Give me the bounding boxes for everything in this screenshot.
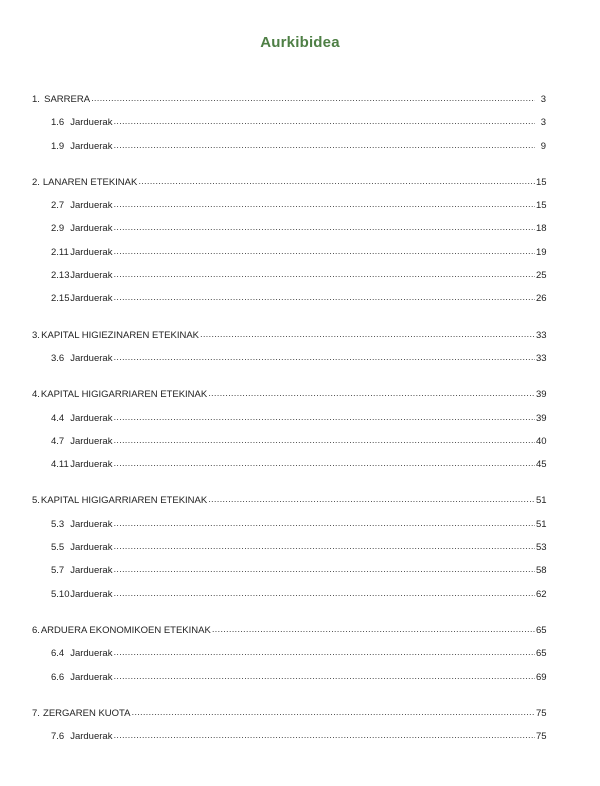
toc-entry-label: KAPITAL HIGIGARRIAREN ETEKINAK <box>40 389 208 401</box>
toc-entry-number: 2.7 <box>51 200 65 212</box>
toc-page-number: 18 <box>536 223 547 235</box>
toc-entry-label: Jarduerak <box>70 588 113 600</box>
toc-section-entry[interactable] <box>32 241 546 264</box>
toc-dot-leader <box>200 323 535 346</box>
page-title: Aurkibidea <box>260 34 340 51</box>
toc-entry-number: 1. <box>32 94 40 105</box>
toc-dot-leader <box>113 110 535 133</box>
toc-entry-number: 2.13 <box>51 270 70 282</box>
toc-page-number: 53 <box>536 542 547 554</box>
toc-dot-leader <box>113 346 535 369</box>
toc-page-number: 45 <box>536 459 547 471</box>
toc-page-number: 65 <box>536 648 547 660</box>
toc-entry-label: Jarduerak <box>70 731 113 743</box>
toc-section-entry[interactable] <box>32 513 546 536</box>
toc-dot-leader <box>113 429 535 452</box>
toc-entry-number: 4. <box>32 389 40 401</box>
toc-entry-number: 1.6 <box>51 117 65 129</box>
toc-page-number: 65 <box>536 624 547 636</box>
toc-dot-leader <box>113 263 535 286</box>
toc-page-number: 33 <box>536 352 547 364</box>
toc-entry-label: Jarduerak <box>70 648 113 660</box>
toc-entry-label: Jarduerak <box>70 140 113 152</box>
toc-section-entry[interactable] <box>32 135 546 158</box>
toc-section-entry[interactable] <box>32 217 546 240</box>
toc-entry-label: SARRERA <box>44 94 91 105</box>
toc-page-number: 69 <box>536 671 547 683</box>
toc-dot-leader <box>113 193 535 216</box>
toc-entry-number: 5.7 <box>51 565 65 577</box>
toc-dot-leader <box>113 665 535 688</box>
toc-dot-leader <box>113 240 535 263</box>
toc-dot-leader <box>113 216 535 239</box>
toc-entry-number: 5. <box>32 495 40 507</box>
toc-entry-number: 5.10 <box>51 588 70 600</box>
toc-dot-leader <box>91 87 535 110</box>
toc-page-number: 33 <box>536 329 547 341</box>
toc-dot-leader <box>113 641 535 664</box>
toc-section-entry[interactable] <box>32 642 546 665</box>
toc-chapter-entry[interactable] <box>32 171 546 194</box>
toc-entry-number: 6.4 <box>51 648 65 660</box>
toc-page-number: 15 <box>536 200 547 212</box>
toc-page-number: 40 <box>536 435 547 447</box>
toc-entry-number: 6. <box>32 624 40 636</box>
toc-dot-leader <box>113 724 535 747</box>
toc-entry-number: 3.6 <box>51 352 65 364</box>
toc-entry-number: 1.9 <box>51 140 65 152</box>
toc-page-number: 39 <box>536 389 547 401</box>
toc-chapter-entry[interactable] <box>32 88 546 111</box>
toc-entry-label: Jarduerak <box>70 117 113 129</box>
toc-page-number: 25 <box>536 270 547 282</box>
toc-entry-number: 5.5 <box>51 542 65 554</box>
toc-section-entry[interactable] <box>32 583 546 606</box>
toc-entry-number: 3. <box>32 329 40 341</box>
toc-entry-label: Jarduerak <box>70 352 113 364</box>
toc-entry-number: 2.9 <box>51 223 65 235</box>
toc-chapter-entry[interactable] <box>32 383 546 406</box>
toc-section-entry[interactable] <box>32 536 546 559</box>
toc-section-entry[interactable] <box>32 347 546 370</box>
toc-section-entry[interactable] <box>32 194 546 217</box>
toc-page-number: 3 <box>540 117 546 129</box>
toc-entry-number: 6.6 <box>51 671 65 683</box>
toc-page-number: 51 <box>536 495 547 507</box>
toc-entry-label: LANAREN ETEKINAK <box>42 176 138 188</box>
toc-page-number: 39 <box>536 412 547 424</box>
toc-entry-number: 5.3 <box>51 518 65 530</box>
toc-entry-label: Jarduerak <box>70 270 113 282</box>
toc-entry-label: Jarduerak <box>70 671 113 683</box>
toc-chapter-entry[interactable] <box>32 489 546 512</box>
toc-dot-leader <box>113 512 535 535</box>
toc-entry-number: 4.7 <box>51 435 65 447</box>
toc-dot-leader <box>113 286 535 309</box>
toc-section-entry[interactable] <box>32 725 546 748</box>
toc-page-number: 19 <box>536 246 547 258</box>
toc-chapter-entry[interactable] <box>32 324 546 347</box>
toc-page-number: 51 <box>536 518 547 530</box>
toc-page-number: 58 <box>536 565 547 577</box>
toc-section-entry[interactable] <box>32 559 546 582</box>
toc-section-entry[interactable] <box>32 453 546 476</box>
toc-entry-number: 2. <box>32 176 40 188</box>
toc-dot-leader <box>208 382 535 405</box>
toc-page-number: 15 <box>536 176 547 188</box>
table-of-contents <box>32 88 546 748</box>
toc-section-entry[interactable] <box>32 287 546 310</box>
toc-entry-label: KAPITAL HIGIEZINAREN ETEKINAK <box>41 329 199 341</box>
toc-section-entry[interactable] <box>32 430 546 453</box>
toc-section-entry[interactable] <box>32 407 546 430</box>
toc-dot-leader <box>113 406 535 429</box>
toc-entry-label: Jarduerak <box>70 459 113 471</box>
toc-page-number: 75 <box>536 731 547 743</box>
toc-dot-leader <box>131 701 535 724</box>
toc-dot-leader <box>113 134 535 157</box>
toc-entry-label: ARDUERA EKONOMIKOEN ETEKINAK <box>40 624 211 636</box>
toc-entry-label: Jarduerak <box>70 518 113 530</box>
toc-entry-label: Jarduerak <box>70 200 113 212</box>
toc-entry-number: 4.4 <box>51 412 65 424</box>
toc-dot-leader <box>113 558 535 581</box>
toc-entry-number: 2.15 <box>51 293 70 305</box>
toc-section-entry[interactable] <box>32 264 546 287</box>
toc-entry-label: KAPITAL HIGIGARRIAREN ETEKINAK <box>40 495 208 507</box>
toc-chapter-entry[interactable] <box>32 619 546 642</box>
toc-dot-leader <box>208 488 535 511</box>
toc-page-number: 9 <box>540 140 546 152</box>
toc-page-number: 75 <box>536 707 547 719</box>
toc-entry-label: Jarduerak <box>70 565 113 577</box>
toc-page-number: 26 <box>536 293 547 305</box>
toc-entry-label: Jarduerak <box>70 246 113 258</box>
toc-entry-label: ZERGAREN KUOTA <box>43 707 131 719</box>
toc-dot-leader <box>212 618 535 641</box>
toc-page-number: 3 <box>540 94 546 105</box>
toc-entry-number: 7. <box>32 707 40 719</box>
toc-entry-label: Jarduerak <box>70 223 113 235</box>
toc-dot-leader <box>138 170 535 193</box>
toc-dot-leader <box>113 582 535 605</box>
toc-section-entry[interactable] <box>32 111 546 134</box>
toc-entry-number: 2.11 <box>51 246 69 258</box>
toc-dot-leader <box>113 452 535 475</box>
toc-page-number: 62 <box>536 588 547 600</box>
toc-entry-label: Jarduerak <box>70 293 113 305</box>
toc-chapter-entry[interactable] <box>32 702 546 725</box>
toc-section-entry[interactable] <box>32 666 546 689</box>
toc-entry-number: 4.11 <box>51 459 69 471</box>
toc-entry-number: 7.6 <box>51 731 65 743</box>
toc-entry-label: Jarduerak <box>70 435 113 447</box>
toc-entry-label: Jarduerak <box>70 412 113 424</box>
toc-entry-label: Jarduerak <box>70 542 113 554</box>
toc-dot-leader <box>113 535 535 558</box>
